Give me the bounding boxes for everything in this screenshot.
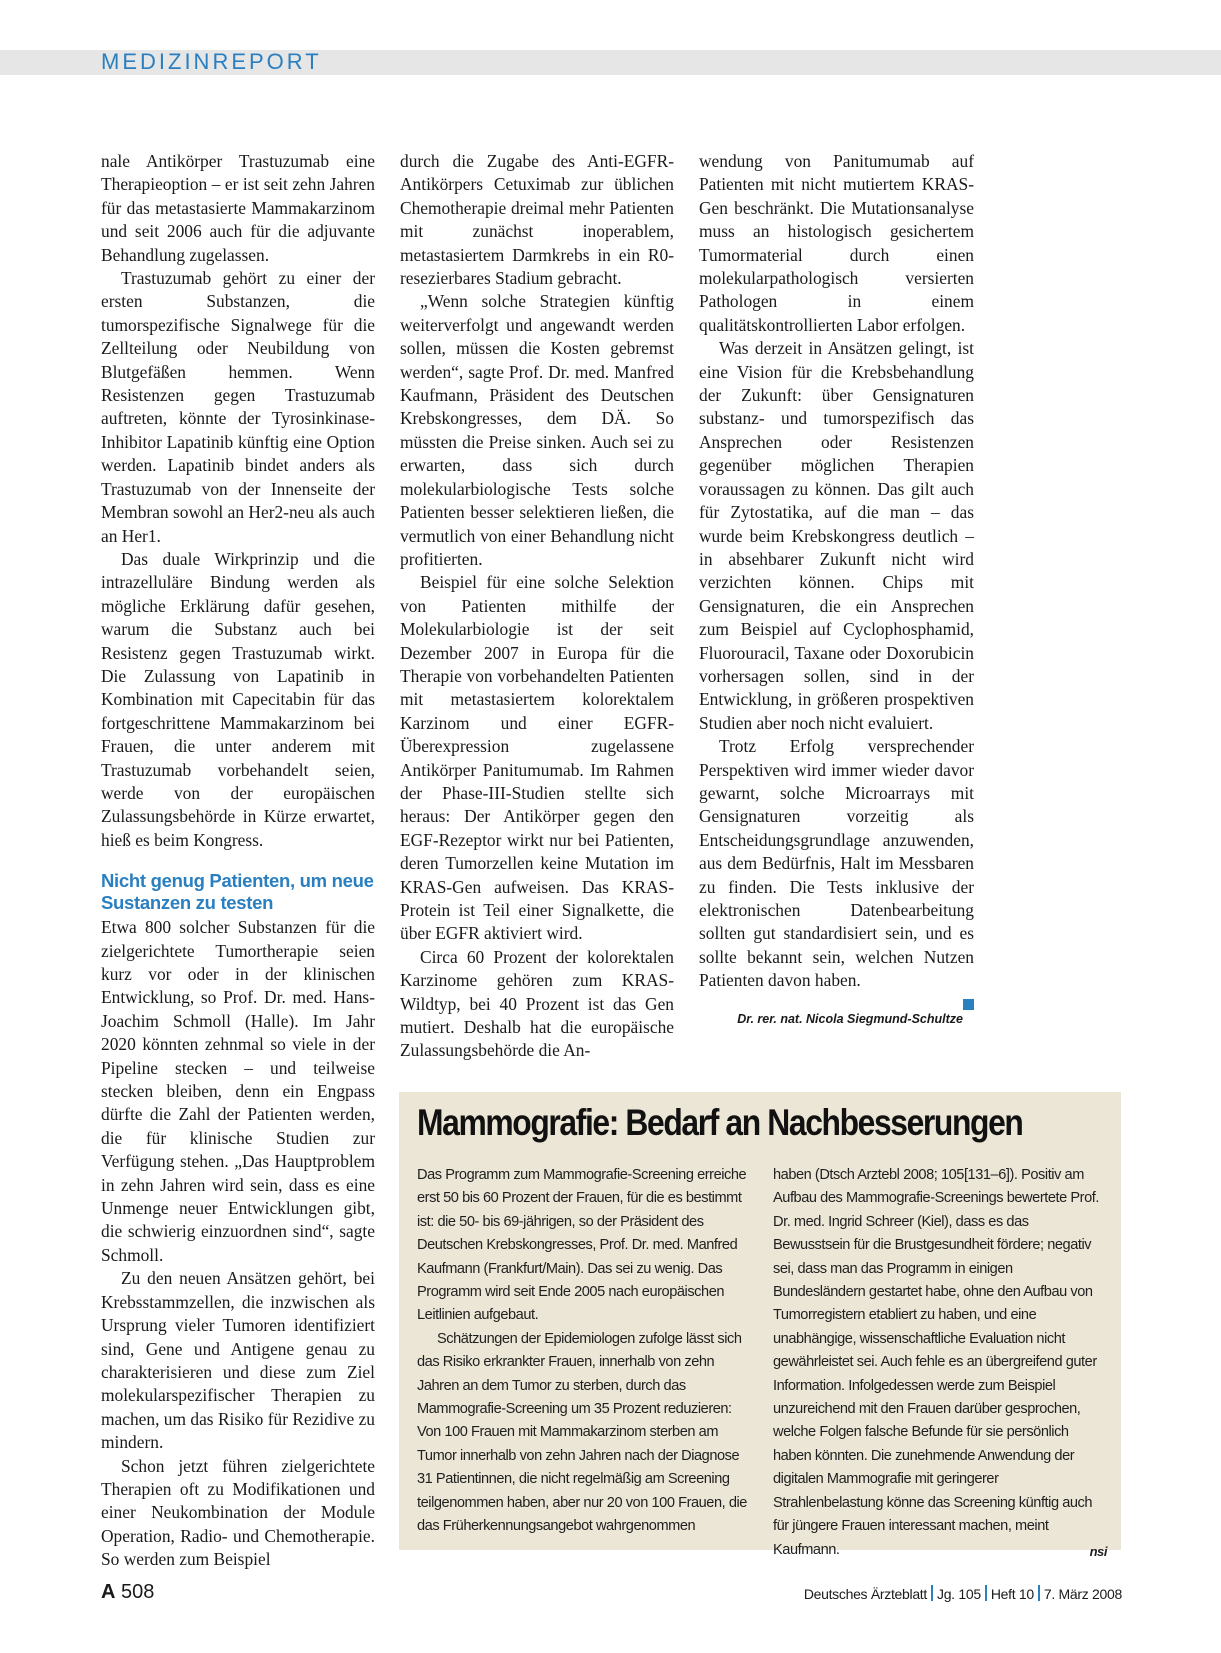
paragraph: Das duale Wirkprinzip und die intrazelluläre Bindung werden als mögliche Erklärung dafür gesehen, warum die Substanz auch bei Resistenz gegen Trastuzumab wirkt. Die Zulassung von Lapatinib in Kombination mit Capecitabin für das fortgeschrittene Mammakarzinom bei Frauen, die unter anderem mit Trastuzumab vorbehandelt seien, werde von der europäischen Zulassungsbehörde in Kürze erwartet, hieß es beim Kongress. (101, 548, 375, 850)
page-number-value: 508 (121, 1581, 155, 1603)
section-label: MEDIZINREPORT (101, 49, 322, 74)
author-byline: Dr. rer. nat. Nicola Siegmund-Schultze (737, 1011, 963, 1026)
journal-date: 7. März 2008 (1043, 1586, 1122, 1602)
paragraph: Trotz Erfolg versprechender Perspektiven wird immer wieder davor gewarnt, solche Microarrays mit Gensignaturen vorzeitig als Entscheidungsgrundlage anzuwenden, aus dem Bedürfnis, Halt im Messbaren zu finden. Die Tests inklusive der elektronischen Datenbearbeitung sollten gut standardisiert sein, und es sollte bekannt sein, welchen Nutzen Patienten davon haben. (699, 736, 974, 991)
paragraph: Etwa 800 solcher Substanzen für die zielgerichtete Tumortherapie seien kurz vor oder in der klinischen Entwicklung, so Prof. Dr. med. Hans-Joachim Schmoll (Halle). Im Jahr 2020 könnten zehnmal so viele in der Pipeline stecken – und teilweise stecken bleiben, denn ein Engpass dürfte die Zahl der Patienten werden, die für klinische Studien zur Verfügung stehen. „Das Hauptproblem in zehn Jahren wird sein, dass es eine Unmenge neuer Entwicklungen gibt, die schwierig einzuordnen sind“, sagte Schmoll. (101, 917, 375, 1265)
box-column-2 (773, 1164, 1107, 1563)
paragraph: nale Antikörper Trastuzumab eine Therapieoption – er ist seit zehn Jahren für das metastasierte Mammakarzinom und seit 2006 auch für die adjuvante Behandlung zugelassen. (101, 151, 375, 265)
separator (1038, 1585, 1040, 1601)
paragraph: Schon jetzt führen zielgerichtete Therapien oft zu Modifikationen und einer Neukombination der Module Operation, Radio- und Chemotherapie. So werden zum Beispiel (101, 1455, 375, 1570)
journal-name: Deutsches Ärzteblatt (803, 1586, 927, 1602)
box-column-1 (417, 1164, 752, 1539)
paragraph: haben (Dtsch Arztebl 2008; 105[131–6]). Positiv am Aufbau des Mammografie-Screenings bewertete Prof. Dr. med. Ingrid Schreer (Kiel), dass es das Bewusstsein für die Brustgesundheit fördere; negativ sei, dass man das Programm in einigen Bundesländern gestartet habe, ohne den Aufbau von Tumorregistern etabliert zu haben, und eine unabhängige, wissenschaftliche Evaluation nicht gewährleistet sei. Auch fehle es an übergreifend guter Information. Infolgedessen werde zum Beispiel unzureichend mit den Frauen darüber gesprochen, welche Folgen falsche Befunde für sie persönlich haben könnten. Die zunehmende Anwendung der digitalen Mammografie mit geringerer Strahlenbelastung könne das Screening künftig auch für jüngere Frauen interessant machen, meint Kaufmann. (773, 1167, 1099, 1558)
separator (931, 1585, 933, 1601)
paragraph: Beispiel für eine solche Selektion von Patienten mithilfe der Molekularbiologie ist der seit Dezember 2007 in Europa für die Therapie von vorbehandelten Patienten mit metastasiertem kolorektalem Karzinom und einer EGFR-Überexpression zugelassene Antikörper Panitumumab. Im Rahmen der Phase-III-Studien stellte sich heraus: Der Antikörper gegen den EGF-Rezeptor wirkt nur bei Patienten, deren Tumorzellen keine Mutation im KRAS-Gen aufweisen. Das KRAS-Protein ist Teil einer Signalkette, die über EGFR aktiviert wird. (400, 572, 674, 944)
page-prefix: A (101, 1581, 116, 1603)
paragraph: wendung von Panitumumab auf Patienten mit nicht mutiertem KRAS-Gen beschränkt. Die Mutationsanalyse muss an histologisch gesichertem Tumormaterial durch einen molekularpathologisch versierten Pathologen in einem qualitätskontrollierten Labor erfolgen. (699, 151, 974, 335)
end-mark-row (699, 993, 974, 1007)
page-number (101, 1580, 154, 1604)
paragraph: Was derzeit in Ansätzen gelingt, ist eine Vision für die Krebsbehandlung der Zukunft: über Gensignaturen substanz- und tumorspezifisch das Ansprechen oder Resistenzen gegenüber möglichen Therapien voraussagen zu können. Das gilt auch für Zytostatika, auf die man – das wurde beim Krebskongress deutlich – in absehbarer Zukunft nicht wird verzichten können. Chips mit Gensignaturen, die ein Ansprechen zum Beispiel auf Cyclophosphamid, Fluorouracil, Taxane oder Doxorubicin vorhersagen sollen, sind in der Entwicklung, in größeren prospektiven Studien aber noch nicht evaluiert. (699, 338, 974, 733)
box-title: Mammografie: Bedarf an Nachbesserungen (417, 1102, 1023, 1143)
separator (985, 1585, 987, 1601)
paragraph: „Wenn solche Strategien künftig weiterverfolgt und angewandt werden sollen, müssen die Kosten gebremst werden“, sagte Prof. Dr. med. Manfred Kaufmann, Präsident des Deutschen Krebskongresses, dem DÄ. So müssten die Preise sinken. Auch sei zu erwarten, dass sich durch molekularbiologische Tests solche Patienten besser selektieren ließen, die vermutlich von einer Behandlung nicht profitierten. (400, 291, 674, 569)
end-square-icon (963, 999, 974, 1010)
sidebar-box (399, 1092, 1121, 1559)
article-column-3 (699, 150, 974, 1029)
article-column-1 (101, 150, 375, 1572)
paragraph: Circa 60 Prozent der kolorektalen Karzinome gehören zum KRAS-Wildtyp, bei 40 Prozent ist das Gen mutiert. Deshalb hat die europäische Zulassungsbehörde die An- (400, 946, 674, 1061)
paragraph: Schätzungen der Epidemiologen zufolge lässt sich das Risiko erkrankter Frauen, innerhalb von zehn Jahren an dem Tumor zu sterben, durch das Mammografie-Screening um 35 Prozent reduzieren: Von 100 Frauen mit Mammakarzinom sterben am Tumor innerhalb von zehn Jahren nach der Diagnose 31 Patientinnen, die nicht regelmäßig am Screening teilgenommen haben, aber nur 20 von 100 Frauen, die das Früherkennungsangebot wahrgenommen (417, 1330, 747, 1535)
paragraph: Trastuzumab gehört zu einer der ersten Substanzen, die tumorspezifische Signalwege für die Zellteilung oder Neubildung von Blutgefäßen hemmen. Wenn Resistenzen gegen Trastuzumab auftreten, könnte der Tyrosinkinase-Inhibitor Lapatinib künftig eine Option werden. Lapatinib bindet anders als Trastuzumab von der Innenseite der Membran sowohl an Her2-neu als auch an Her1. (101, 268, 375, 546)
paragraph: Zu den neuen Ansätzen gehört, bei Krebsstammzellen, die inzwischen als Ursprung vieler Tumoren identifiziert sind, Gene und Antigene genau zu charakterisieren und diese zum Ziel molekularspezifischer Therapien zu machen, um das Risiko für Rezidive zu mindern. (101, 1268, 375, 1453)
article-column-2 (400, 150, 674, 1063)
subheading: Nicht genug Patienten, um neue Sustanzen zu testen (101, 870, 374, 914)
journal-info (804, 1584, 1122, 1604)
box-signature: nsi (1089, 1543, 1107, 1559)
paragraph: Das Programm zum Mammografie-Screening erreiche erst 50 bis 60 Prozent der Frauen, für die es bestimmt ist: die 50- bis 69-jährigen, so der Präsident des Deutschen Krebskongresses, Prof. Dr. med. Manfred Kaufmann (Frankfurt/Main). Das sei zu wenig. Das Programm wird seit Ende 2005 nach europäischen Leitlinien aufgebaut. (417, 1167, 747, 1324)
journal-issue: Heft 10 (990, 1586, 1034, 1602)
journal-volume: Jg. 105 (937, 1586, 981, 1602)
paragraph: durch die Zugabe des Anti-EGFR-Antikörpers Cetuximab zur üblichen Chemotherapie dreimal mehr Patienten mit zunächst inoperablem, metastasiertem Darmkrebs in ein R0-resezierbares Stadium gebracht. (400, 151, 674, 289)
